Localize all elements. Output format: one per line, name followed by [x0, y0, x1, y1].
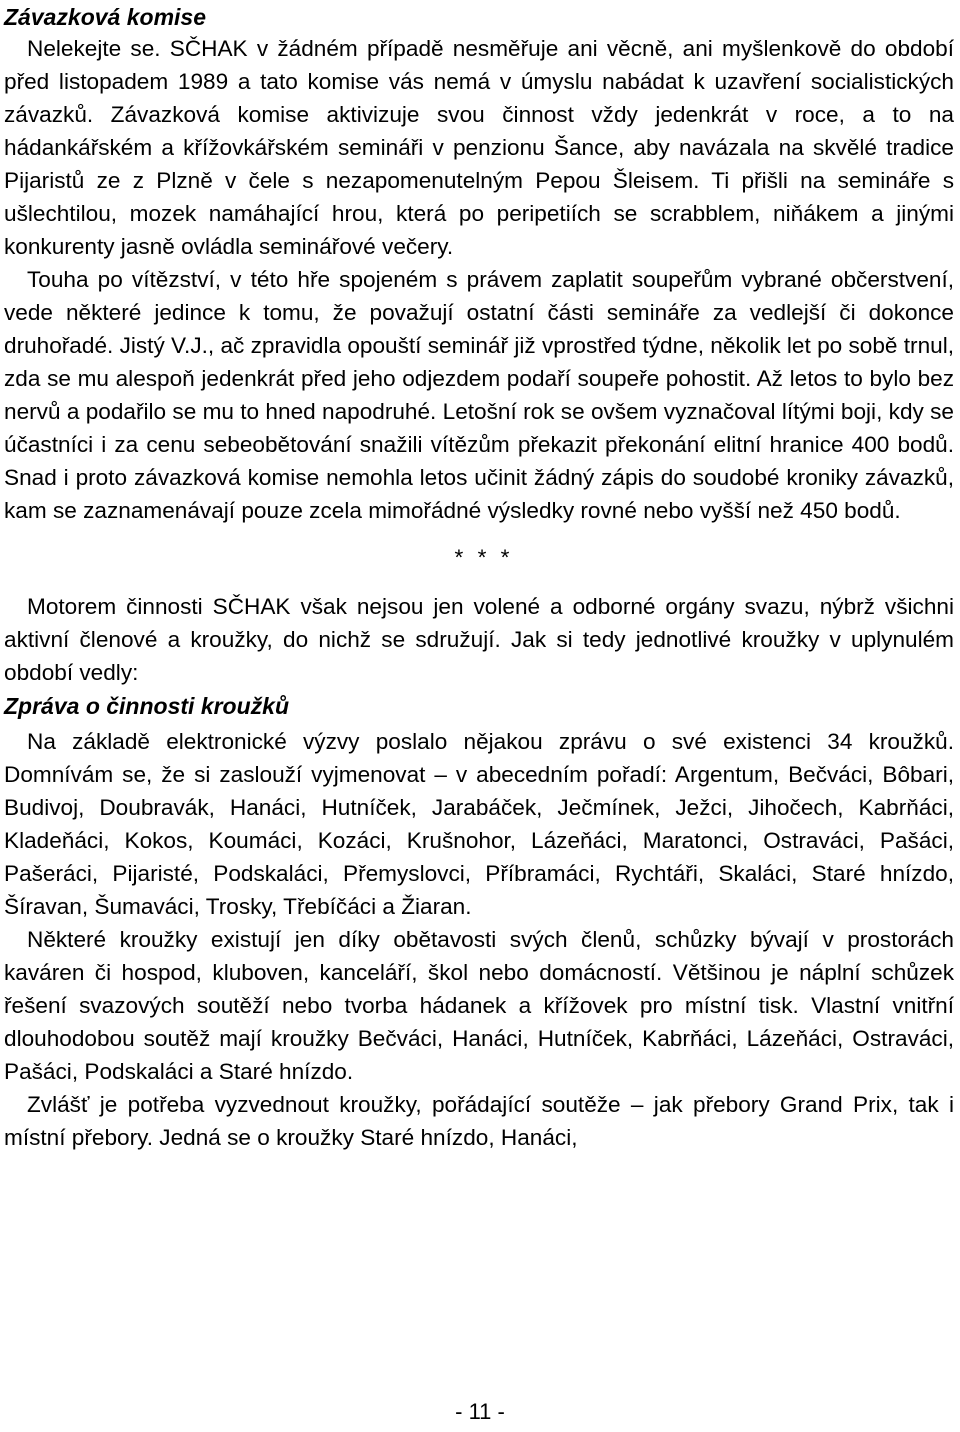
section-separator: * * * [454, 545, 514, 570]
document-page [4, 0, 954, 1154]
paragraph: Na základě elektronické výzvy poslalo nějakou zprávu o své existenci 34 kroužků. Domnívám se, že si zaslouží vyjmenovat – v abecedním pořadí: Argentum, Bečváci, Bôbari, Budivoj, Doubravák, Hanáci, Hutníček, Jarabáček, Ječmínek, Ježci, Jihočech, Kabrňáci, Kladeňáci, Kokos, Koumáci, Kozáci, Krušnohor, Lázeňáci, Maratonci, Ostraváci, Pašáci, Pašeráci, Pijaristé, Podskaláci, Přemyslovci, Příbramáci, Rychtáři, Skaláci, Staré hnízdo, Šíravan, Šumaváci, Trosky, Třebíčáci a Žiaran. [4, 729, 954, 919]
paragraph: Některé kroužky existují jen díky obětavosti svých členů, schůzky bývají v prostorách kaváren či hospod, kluboven, kanceláří, škol nebo domácností. Většinou je náplní schůzek řešení svazových soutěží nebo tvorba hádanek a křížovek pro místní tisk. Vlastní vnitřní dlouhodobou soutěž mají kroužky Bečváci, Hanáci, Hutníček, Kabrňáci, Lázeňáci, Ostraváci, Pašáci, Podskaláci a Staré hnízdo. [4, 927, 954, 1084]
paragraph: Motorem činnosti SČHAK však nejsou jen volené a odborné orgány svazu, nýbrž všichni aktivní členové a kroužky, do nichž se sdružují. Jak si tedy jednotlivé kroužky v uplynulém období vedly: [4, 594, 954, 685]
section-heading-zavazkova-komise: Závazková komise [4, 4, 207, 30]
paragraph: Nelekejte se. SČHAK v žádném případě nesměřuje ani věcně, ani myšlenkově do období před listopadem 1989 a tato komise vás nemá v úmyslu nabádat k uzavření socialistických závazků. Závazková komise aktivizuje svou činnost vždy jedenkrát v roce, a to na hádankářském a křížovkářském semináři v penzionu Šance, aby navázala na skvělé tradice Pijaristů ze z Plzně v čele s nezapomenutelným Pepou Šleisem. Ti přišli na semináře s ušlechtilou, mozek namáhající hrou, která po peripetiích se scrabblem, niňákem a jinými konkurenty jasně ovládla seminářové večery. [4, 36, 954, 259]
page-number: - 11 - [455, 1399, 505, 1424]
paragraph: Zvlášť je potřeba vyzvednout kroužky, pořádající soutěže – jak přebory Grand Prix, tak i místní přebory. Jedná se o kroužky Staré hnízdo, Hanáci, [4, 1092, 954, 1150]
section-heading-zprava-o-cinnosti: Zpráva o činnosti kroužků [4, 693, 289, 719]
paragraph: Touha po vítězství, v této hře spojeném s právem zaplatit soupeřům vybrané občerstvení, vede některé jedince k tomu, že považují ostatní části semináře za vedlejší či dokonce druhořadé. Jistý V.J., ač zpravidla opouští seminář již vprostřed týdne, několik let po sobě trnul, zda se mu alespoň jedenkrát před jeho odjezdem podaří soupeře pohostit. Až letos to bylo bez nervů a podařilo se mu to hned napodruhé. Letošní rok se ovšem vyznačoval lítými boji, kdy se účastníci i za cenu sebeobětování snažili vítězům překazit překonání elitní hranice 400 bodů. Snad i proto závazková komise nemohla letos učinit žádný zápis do soudobé kroniky závazků, kam se zaznamenávají pouze zcela mimořádné výsledky rovné nebo vyšší než 450 bodů. [4, 267, 954, 523]
